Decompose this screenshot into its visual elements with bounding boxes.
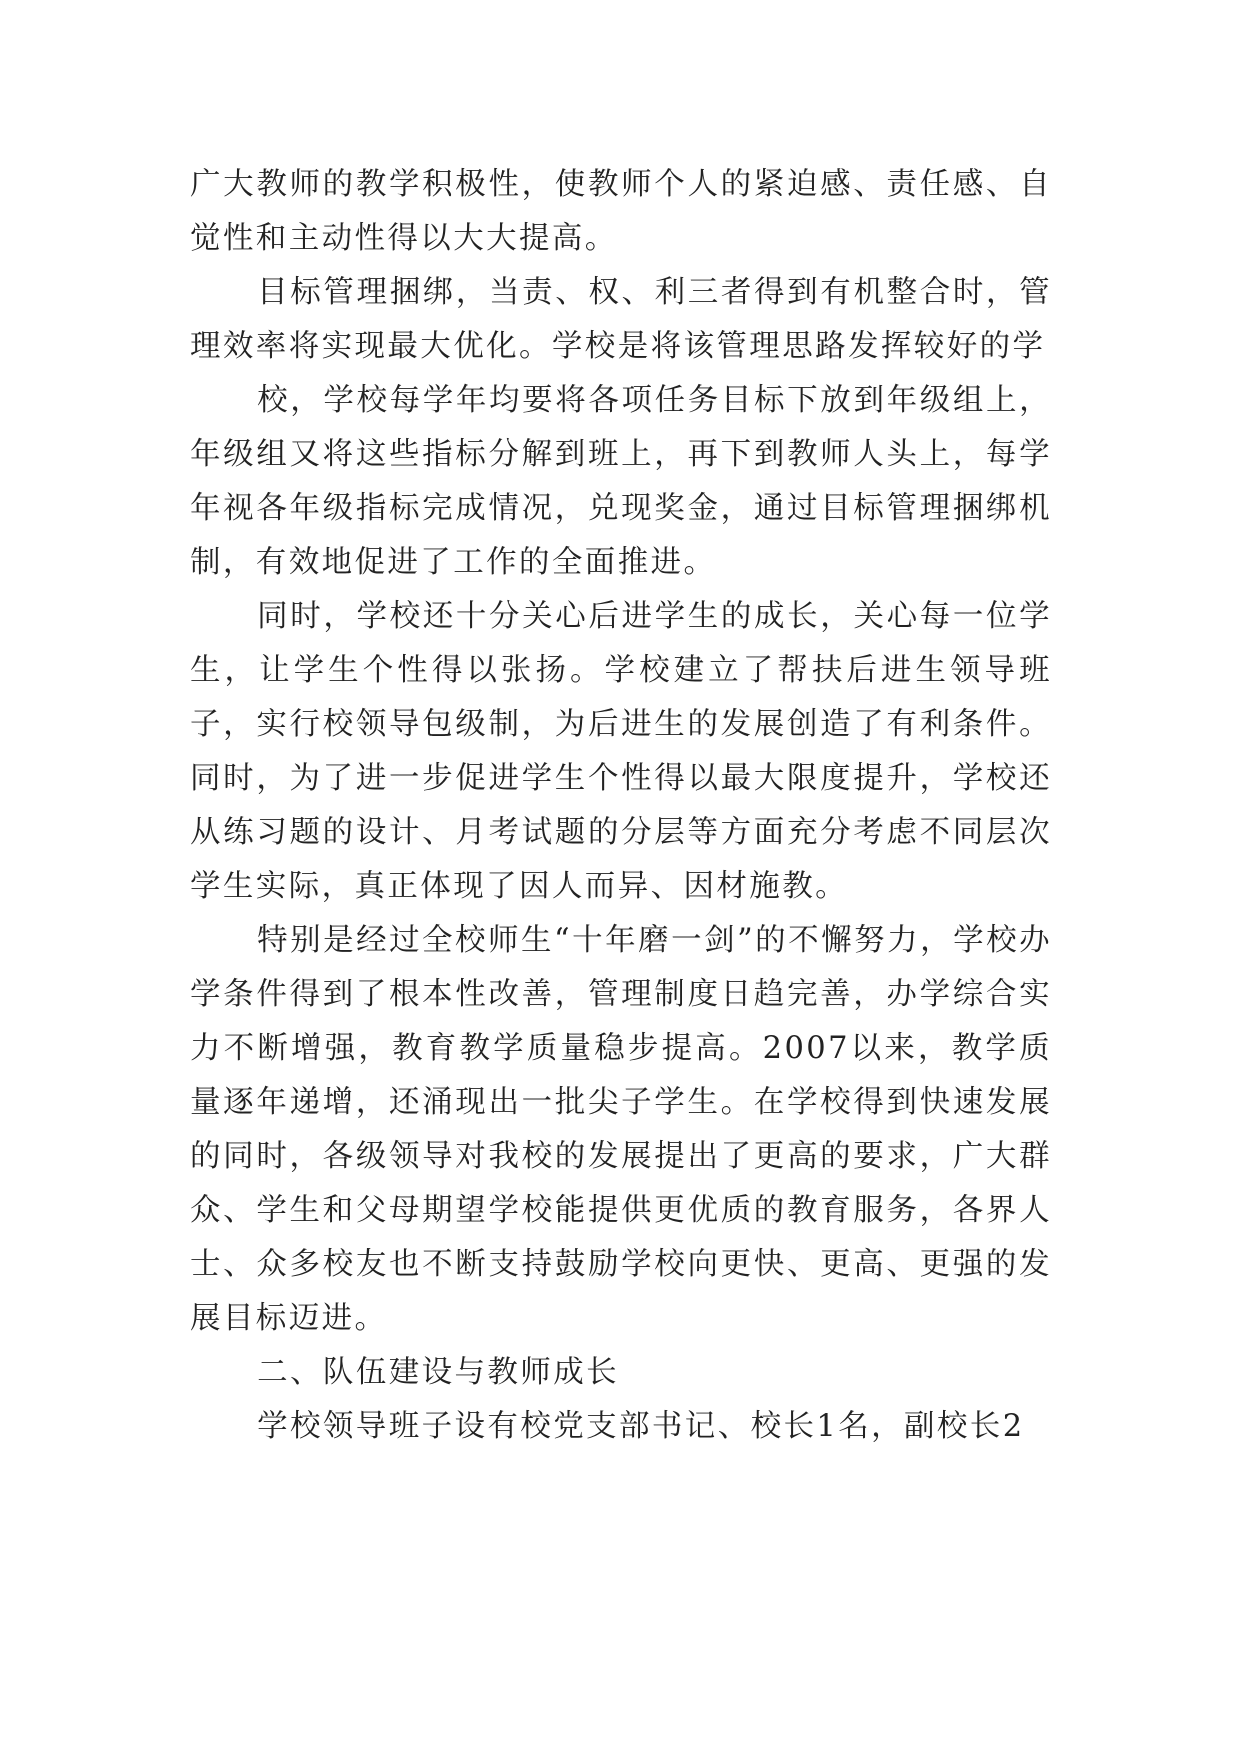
document-body	[190, 158, 1052, 1454]
paragraph-6: 学校领导班子设有校党支部书记、校长1名，副校长2	[257, 1409, 1025, 1444]
section-heading: 二、队伍建设与教师成长	[257, 1355, 619, 1390]
paragraph-5: 特别是经过全校师生“十年磨一剑”的不懈努力，学校办学条件得到了根本性改善，管理制度日趋完善，办学综合实力不断增强，教育教学质量稳步提高。2007以来，教学质量逐年递增，还涌现出一批尖子学生。在学校得到快速发展的同时，各级领导对我校的发展提出了更高的要求，广大群众、学生和父母期望学校能提供更优质的教育服务，各界人士、众多校友也不断支持鼓励学校向更快、更高、更强的发展目标迈进。	[190, 923, 1052, 1336]
paragraph-3: 校，学校每学年均要将各项任务目标下放到年级组上，年级组又将这些指标分解到班上，再下到教师人头上，每学年视各年级指标完成情况，兑现奖金，通过目标管理捆绑机制，有效地促进了工作的全面推进。	[190, 383, 1052, 580]
paragraph-4: 同时，学校还十分关心后进学生的成长，关心每一位学生，让学生个性得以张扬。学校建立了帮扶后进生领导班子，实行校领导包级制，为后进生的发展创造了有利条件。同时，为了进一步促进学生个性得以最大限度提升，学校还从练习题的设计、月考试题的分层等方面充分考虑不同层次学生实际，真正体现了因人而异、因材施教。	[190, 599, 1052, 904]
paragraph-2: 目标管理捆绑，当责、权、利三者得到有机整合时，管理效率将实现最大优化。学校是将该管理思路发挥较好的学	[190, 275, 1052, 364]
paragraph-1: 广大教师的教学积极性，使教师个人的紧迫感、责任感、自觉性和主动性得以大大提高。	[190, 167, 1052, 256]
